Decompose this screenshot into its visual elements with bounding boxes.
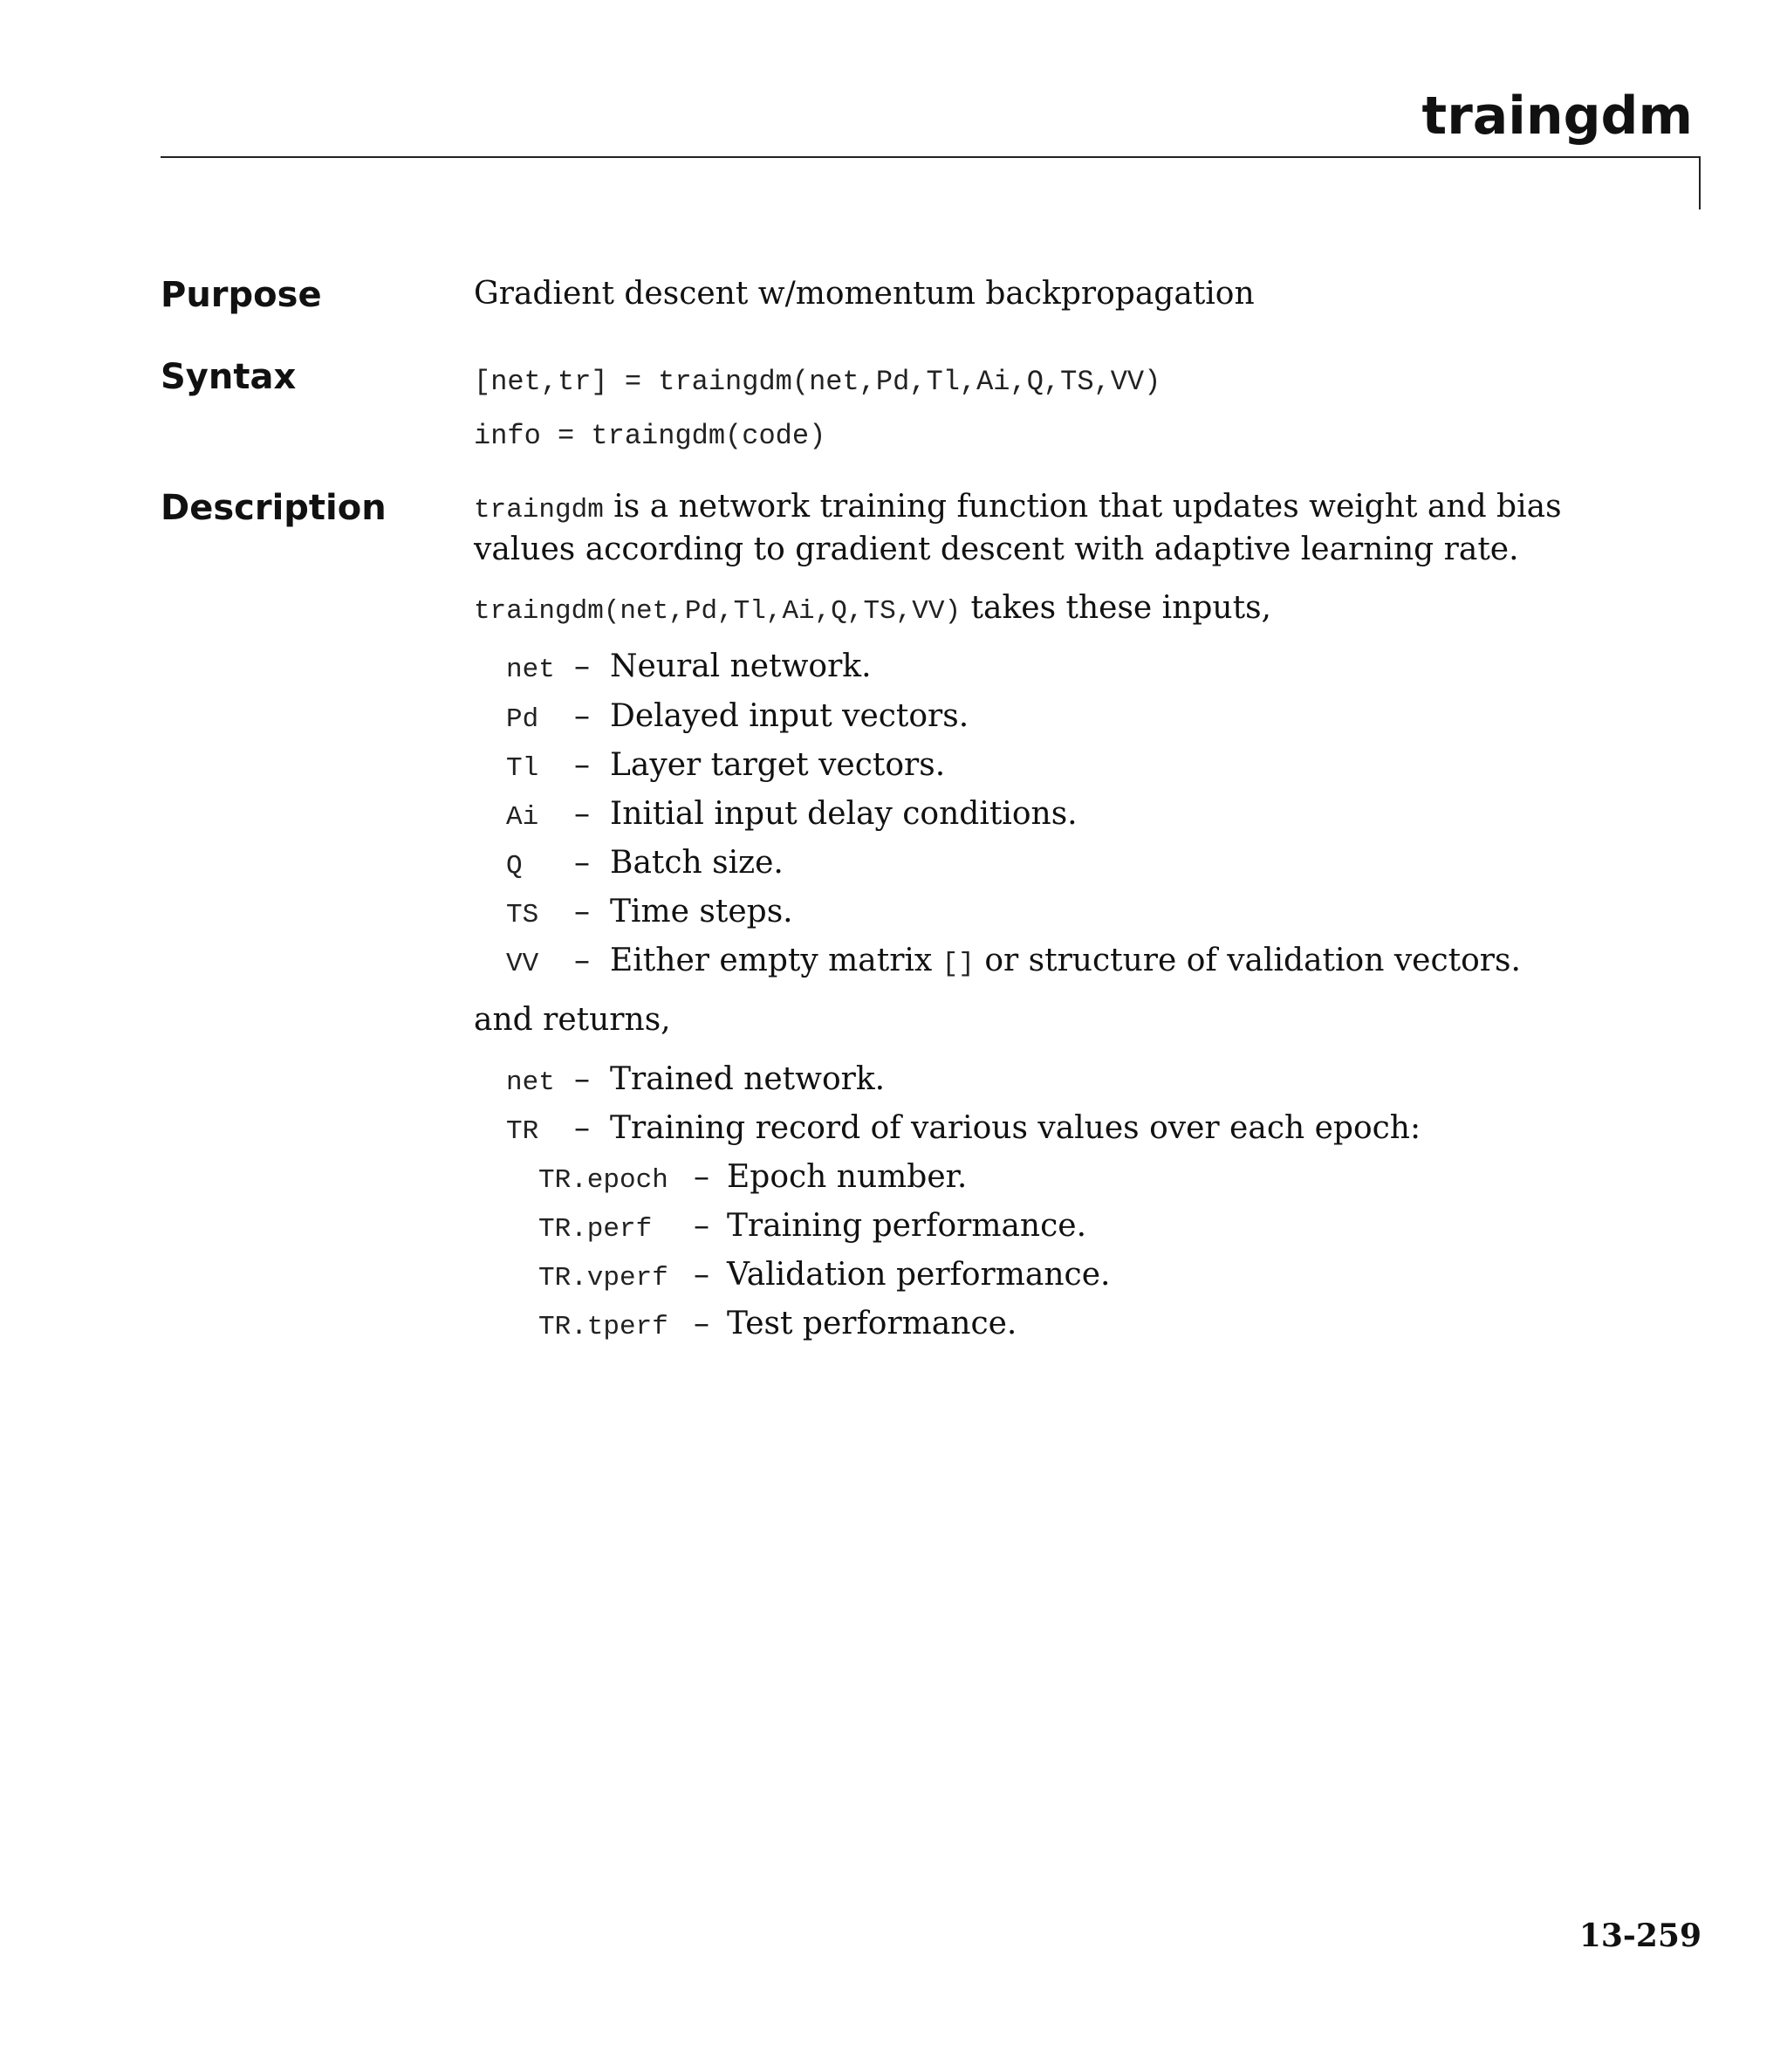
vv-desc-code: [] [941,949,975,979]
input-term: Q [506,851,523,882]
call-text: takes these inputs, [961,590,1271,626]
output-desc: Trained network. [610,1061,886,1097]
input-desc: Delayed input vectors. [610,698,969,734]
dash: – [694,1208,709,1244]
input-row-tl [506,747,945,787]
syntax-line-1: [net,tr] = traingdm(net,Pd,Tl,Ai,Q,TS,VV) [474,366,1161,398]
input-desc: Time steps. [610,894,793,930]
dash: – [574,747,590,783]
purpose-heading: Purpose [161,275,322,315]
intro-code: traingdm [474,495,604,525]
syntax-line-2: info = traingdm(code) [474,420,826,452]
syntax-heading: Syntax [161,357,297,397]
output-term: net [506,1067,555,1098]
tr-field-term: TR.epoch [538,1165,668,1196]
tr-field-desc: Validation performance. [727,1257,1111,1293]
dash: – [574,698,590,734]
page-number: 13-259 [1578,1918,1701,1954]
description-call [474,588,1608,631]
tr-field-row-epoch [538,1159,967,1199]
vv-desc-before: Either empty matrix [610,943,942,978]
input-row-net [506,648,872,689]
dash: – [574,845,590,881]
input-term: Tl [506,753,539,784]
input-term: VV [506,949,539,979]
header-rule-tick [1699,156,1701,209]
dash: – [574,1110,590,1146]
input-desc: Neural network. [610,648,872,684]
tr-field-desc: Epoch number. [727,1159,968,1195]
purpose-text: Gradient descent w/momentum backpropagation [474,276,1255,312]
dash: – [694,1159,709,1195]
output-desc: Training record of various values over each epoch: [610,1110,1421,1146]
dash: – [574,943,590,978]
tr-field-desc: Training performance. [727,1208,1087,1244]
output-term: TR [506,1116,539,1147]
output-row-net [506,1061,885,1101]
header-rule [161,156,1701,158]
description-intro [474,487,1608,569]
dash: – [694,1257,709,1293]
input-term: TS [506,900,539,930]
input-desc: Layer target vectors. [610,747,946,783]
input-row-q [506,845,784,885]
input-term: Pd [506,704,539,735]
intro-text: is a network training function that updates weight and bias values according to gradient descent with adaptive learning rate. [474,489,1562,567]
dash: – [574,796,590,832]
input-desc [610,943,1521,979]
input-row-vv [506,943,1521,983]
input-desc: Initial input delay conditions. [610,796,1078,832]
tr-field-row-perf [538,1208,1086,1248]
tr-field-term: TR.perf [538,1214,653,1245]
input-row-ai [506,796,1078,836]
page-title: traingdm [1421,86,1693,147]
input-term: Ai [506,802,539,833]
tr-field-row-vperf [538,1257,1110,1297]
call-code: traingdm(net,Pd,Tl,Ai,Q,TS,VV) [474,596,962,627]
tr-field-term: TR.vperf [538,1263,668,1293]
dash: – [574,894,590,930]
input-row-ts [506,894,793,934]
tr-field-desc: Test performance. [727,1306,1017,1341]
input-term: net [506,655,555,685]
vv-desc-after: or structure of validation vectors. [974,943,1521,978]
description-heading: Description [161,488,387,528]
input-row-pd [506,698,969,738]
dash: – [574,1061,590,1097]
output-row-tr [506,1110,1421,1150]
dash: – [574,648,590,684]
dash: – [694,1306,709,1341]
returns-text: and returns, [474,1002,671,1038]
tr-field-term: TR.tperf [538,1312,668,1342]
input-desc: Batch size. [610,845,784,881]
tr-field-row-tperf [538,1306,1017,1346]
